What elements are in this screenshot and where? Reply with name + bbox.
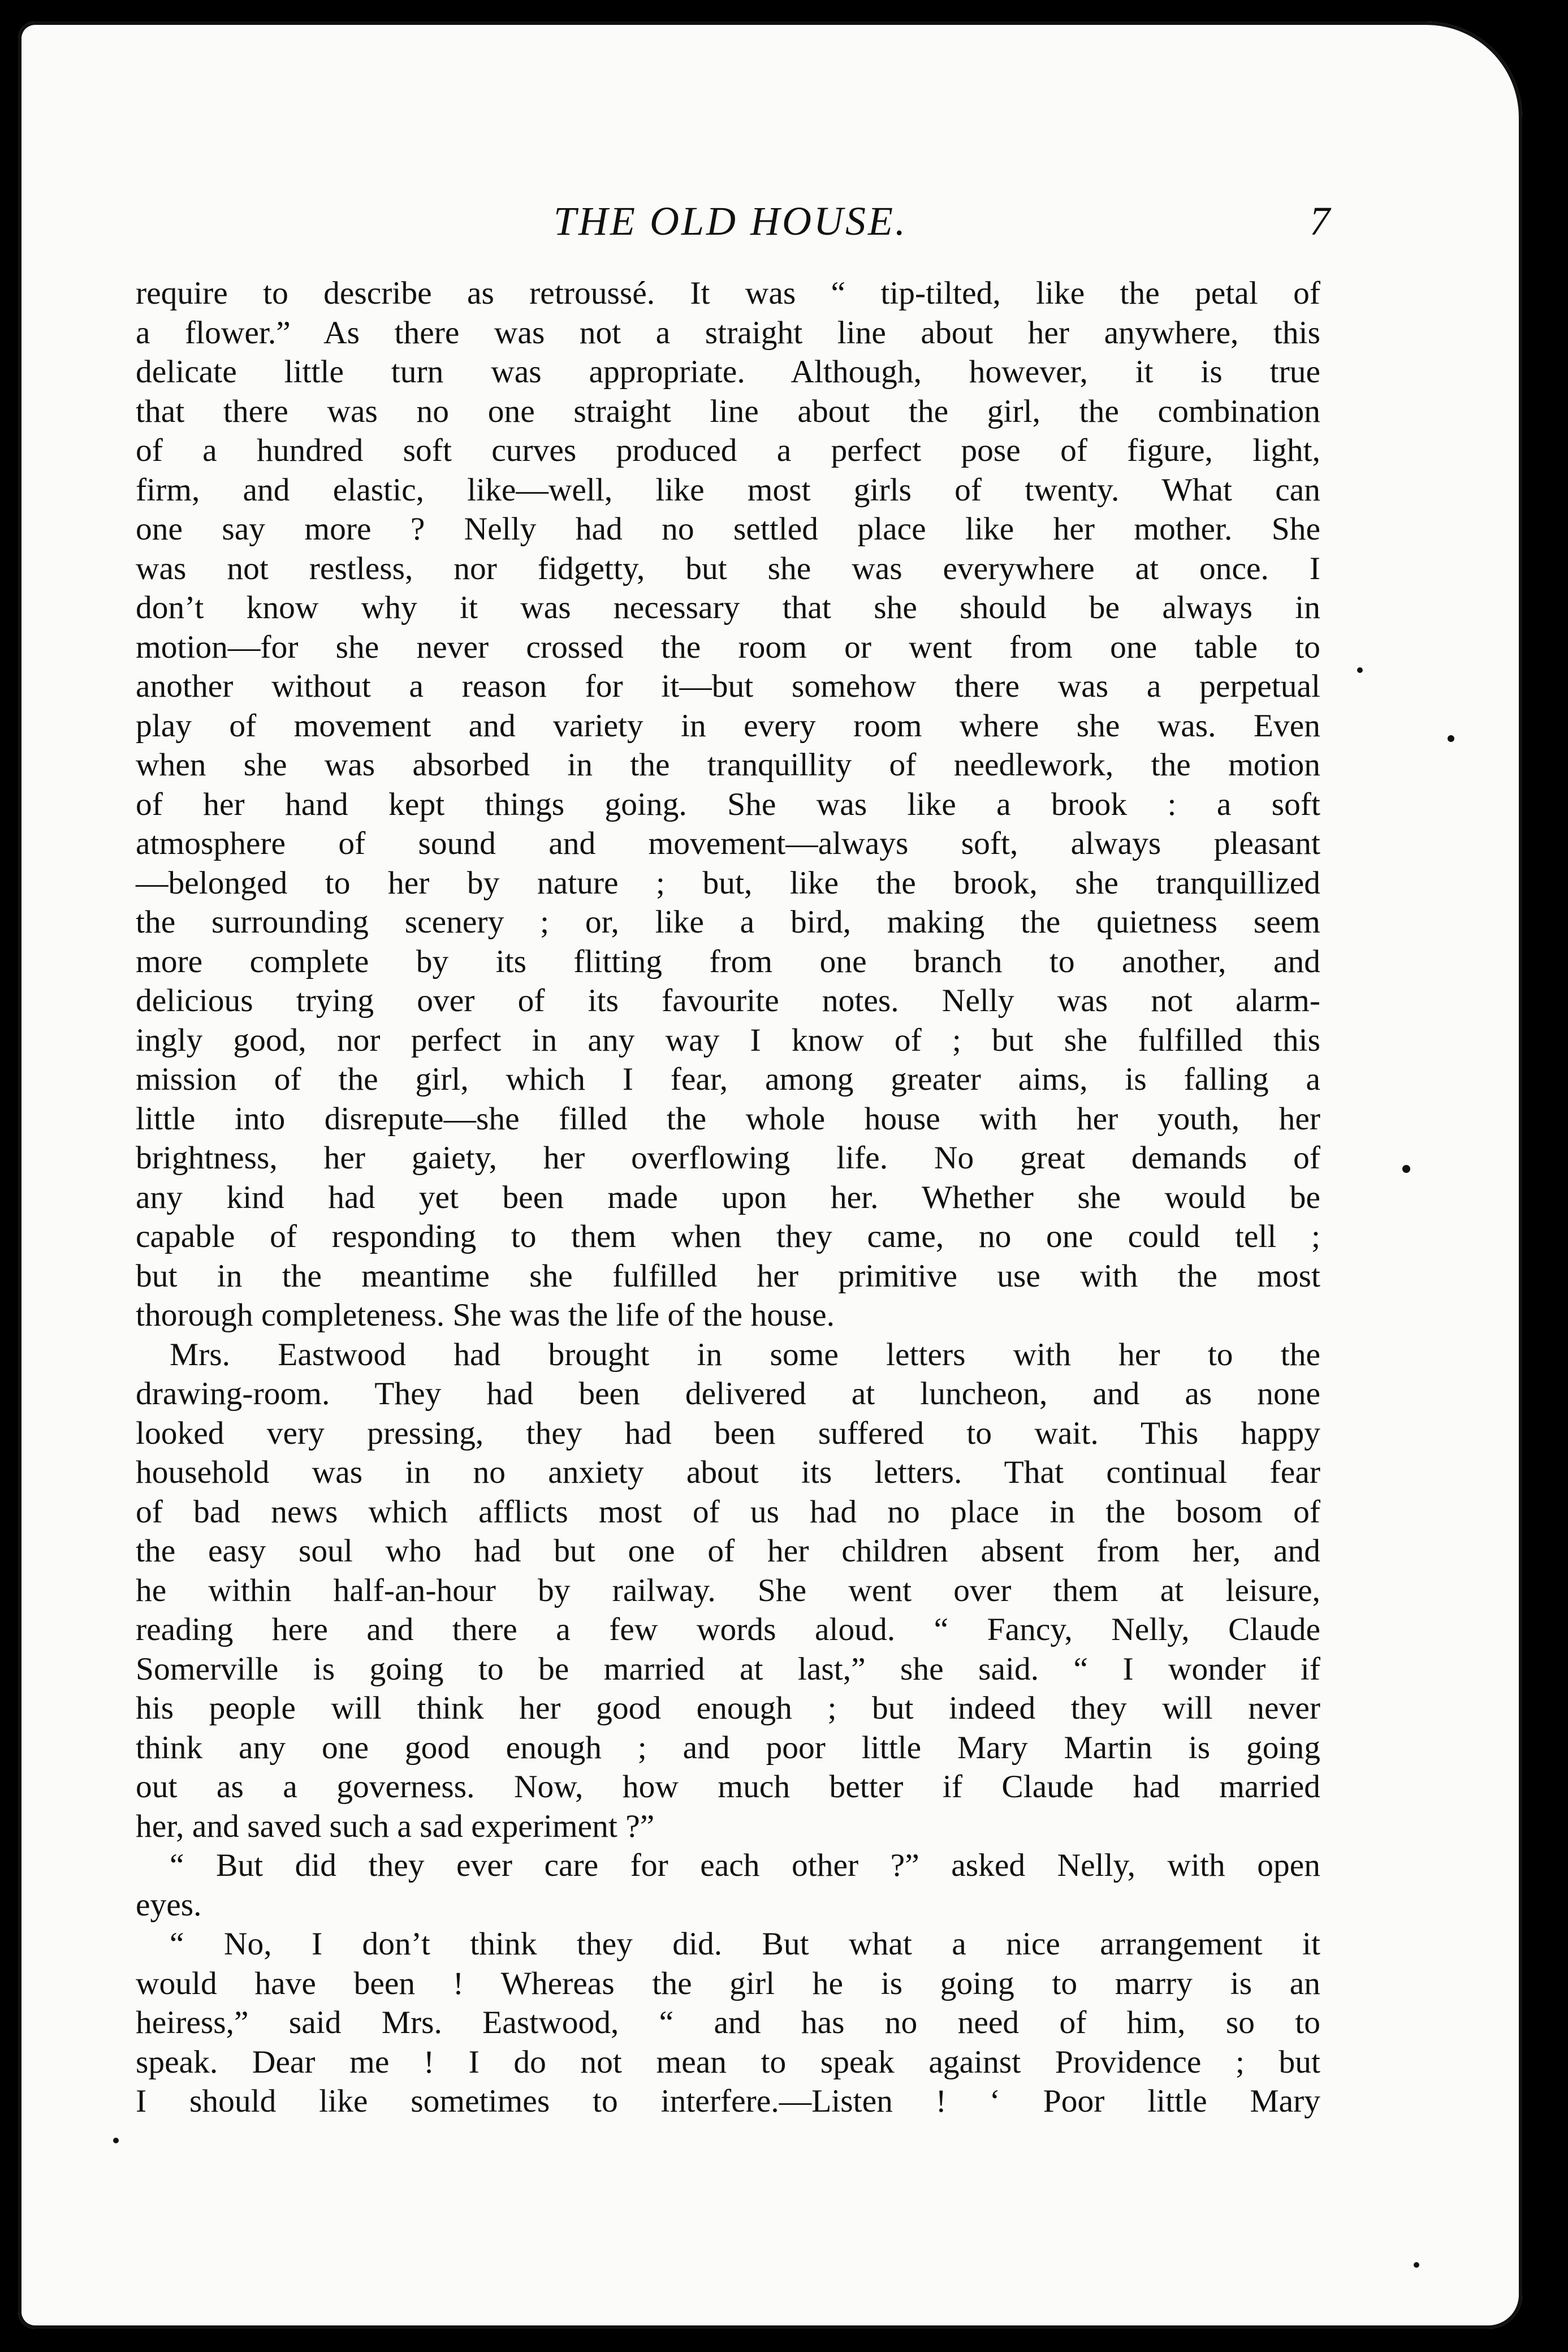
text-line: but in the meantime she fulfilled her primitive use with the most — [136, 1258, 1320, 1294]
text-line: brightness, her gaiety, her overflowing life. No great demands of — [136, 1140, 1320, 1176]
text-line: another without a reason for it—but somehow there was a perpetual — [136, 668, 1320, 704]
text-line: heiress,” said Mrs. Eastwood, “ and has no need of him, so to — [136, 2005, 1320, 2040]
text-line: was not restless, nor fidgetty, but she was everywhere at once. I — [136, 550, 1320, 586]
text-line: —belonged to her by nature ; but, like the brook, she tranquillized — [136, 865, 1320, 901]
text-line: motion—for she never crossed the room or went from one table to — [136, 629, 1320, 665]
text-line: reading here and there a few words aloud. “ Fancy, Nelly, Claude — [136, 1612, 1320, 1647]
text-line: her, and saved such a sad experiment ?” — [136, 1808, 655, 1844]
text-line: mission of the girl, which I fear, among greater aims, is falling a — [136, 1061, 1320, 1097]
body-text — [136, 274, 1320, 2121]
page-header — [131, 198, 1330, 254]
text-line: atmosphere of sound and movement—always soft, always pleasant — [136, 826, 1320, 861]
text-line: that there was no one straight line about the girl, the combination — [136, 393, 1320, 429]
text-line: the surrounding scenery ; or, like a bird, making the quietness seem — [136, 904, 1320, 940]
text-line: looked very pressing, they had been suffered to wait. This happy — [136, 1415, 1320, 1451]
text-line: little into disrepute—she filled the whole house with her youth, her — [136, 1101, 1320, 1137]
text-line: out as a governess. Now, how much better if Claude had married — [136, 1769, 1320, 1805]
text-line: household was in no anxiety about its letters. That continual fear — [136, 1455, 1320, 1490]
text-line: ingly good, nor perfect in any way I know of ; but she fulfilled this — [136, 1022, 1320, 1058]
text-line: of bad news which afflicts most of us had no place in the bosom of — [136, 1494, 1320, 1530]
text-line: think any one good enough ; and poor little Mary Martin is going — [136, 1729, 1320, 1766]
text-line: a flower.” As there was not a straight line about her anywhere, this — [136, 314, 1320, 351]
text-line: he within half-an-hour by railway. She went over them at leisure, — [136, 1572, 1320, 1608]
text-line: when she was absorbed in the tranquillity of needlework, the motion — [136, 747, 1320, 783]
scan-speck — [1357, 667, 1363, 673]
text-line: any kind had yet been made upon her. Whether she would be — [136, 1179, 1320, 1215]
text-line: “ But did they ever care for each other ?” asked Nelly, with open — [170, 1848, 1320, 1883]
text-line: drawing-room. They had been delivered at luncheon, and as none — [136, 1376, 1320, 1412]
text-line: Mrs. Eastwood had brought in some letters with her to the — [170, 1336, 1320, 1373]
text-line: delicious trying over of its favourite notes. Nelly was not alarm- — [136, 983, 1320, 1019]
text-line: I should like sometimes to interfere.—Listen ! ‘ Poor little Mary — [136, 2083, 1320, 2119]
text-line: of a hundred soft curves produced a perfect pose of figure, light, — [136, 433, 1320, 468]
text-line: Somerville is going to be married at last,” she said. “ I wonder if — [136, 1651, 1320, 1687]
text-line: don’t know why it was necessary that she should be always in — [136, 590, 1320, 625]
text-line: more complete by its flitting from one branch to another, and — [136, 943, 1320, 979]
text-line: eyes. — [136, 1887, 202, 1923]
text-line: of her hand kept things going. She was like a brook : a soft — [136, 786, 1320, 822]
text-line: play of movement and variety in every room where she was. Even — [136, 707, 1320, 744]
text-line: thorough completeness. She was the life of the house. — [136, 1297, 835, 1333]
page-number: 7 — [1310, 198, 1330, 244]
text-line: firm, and elastic, like—well, like most girls of twenty. What can — [136, 472, 1320, 508]
text-line: the easy soul who had but one of her children absent from her, and — [136, 1533, 1320, 1569]
text-line: require to describe as retroussé. It was “ tip-tilted, like the petal of — [136, 275, 1320, 311]
text-line: speak. Dear me ! I do not mean to speak against Providence ; but — [136, 2044, 1320, 2080]
text-line: “ No, I don’t think they did. But what a nice arrangement it — [170, 1926, 1320, 1962]
text-line: his people will think her good enough ; but indeed they will never — [136, 1690, 1320, 1726]
text-line: capable of responding to them when they came, no one could tell ; — [136, 1219, 1320, 1254]
text-line: one say more ? Nelly had no settled place like her mother. She — [136, 511, 1320, 547]
scan-speck — [113, 2138, 119, 2143]
scan-speck — [1402, 1165, 1410, 1173]
text-line: delicate little turn was appropriate. Although, however, it is true — [136, 354, 1320, 390]
scan-speck — [1414, 2262, 1419, 2268]
running-title: THE OLD HOUSE. — [553, 198, 908, 244]
scan-speck — [1448, 735, 1454, 742]
text-line: would have been ! Whereas the girl he is going to marry is an — [136, 1965, 1320, 2001]
